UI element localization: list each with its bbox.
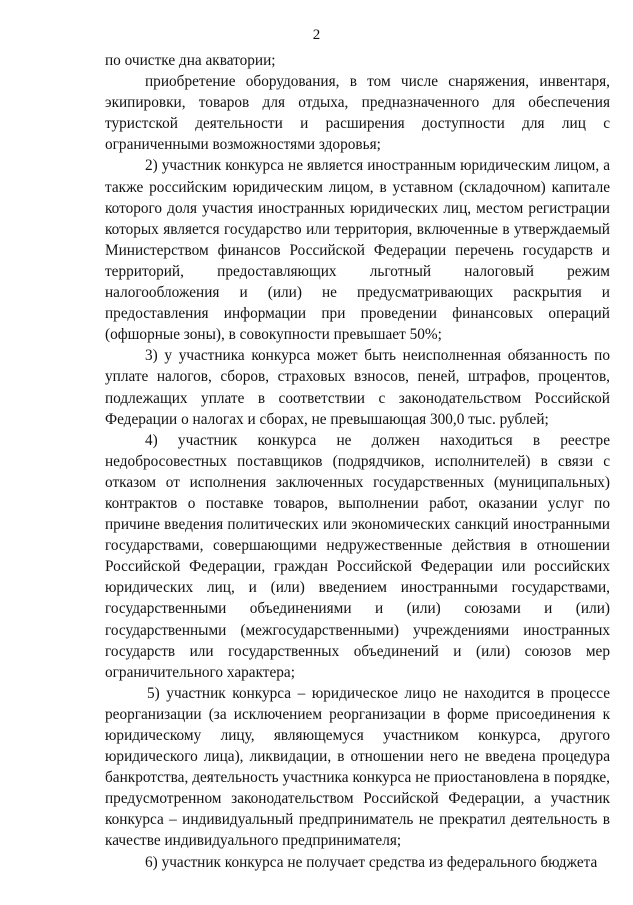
paragraph-item-6: 6) участник конкурса не получает средства из федерального бюджета (145, 853, 598, 871)
paragraph-item-5: 5) участник конкурса – юридическое лицо не находится в процессе реорганизации (за исключением реорганизации в форме присоединения к юридическому лицу, являющемуся участником конкурса, другого юридического лица), ликвидации, в отношении него не введена процедура банкротства, деятельность участника конкурса не приостановлена в порядке, предусмотренном законодательством Российской Федерации, а участник конкурса – индивидуальный предприниматель не прекратил деятельность в качестве индивидуального предпринимателя; (105, 684, 610, 850)
document-body (105, 50, 610, 873)
paragraph-item-3: 3) у участника конкурса может быть неисполненная обязанность по уплате налогов, сборов, страховых взносов, пеней, штрафов, процентов, подлежащих уплате в соответствии с законодательством Российской Федерации о налогах и сборах, не превышающая 300,0 тыс. рублей; (105, 347, 610, 428)
paragraph-continuation: по очистке дна акватории; (105, 52, 276, 69)
page-number: 2 (312, 27, 321, 43)
paragraph-equipment: приобретение оборудования, в том числе снаряжения, инвентаря, экипировки, товаров для отдыха, предназначенного для обеспечения туристской деятельности и расширения доступности для лиц с ограниченными возможностями здоровья; (105, 73, 610, 154)
paragraph-item-4: 4) участник конкурса не должен находиться в реестре недобросовестных поставщиков (подрядчиков, исполнителей) в связи с отказом от исполнения заключенных государственных (муниципальных) контрактов о поставке товаров, выполнении работ, оказании услуг по причине введения политических или экономических санкций иностранными государствами, совершающими недружественные действия в отношении Российской Федерации, граждан Российской Федерации или российских юридических лиц, и (или) введением иностранными государствами, государственными объединениями и (или) союзами и (или) государственными (межгосударственными) учреждениями иностранных государств или государственных объединений и (или) союзов мер ограничительного характера; (105, 431, 610, 681)
paragraph-item-2: 2) участник конкурса не является иностранным юридическим лицом, а также российским юридическим лицом, в уставном (складочном) капитале которого доля участия иностранных юридических лиц, местом регистрации которых является государство или территория, включенные в утверждаемый Министерством финансов Российской Федерации перечень государств и территорий, предоставляющих льготный налоговый режим налогообложения и (или) не предусматривающих раскрытия и предоставления информации при проведении финансовых операций (офшорные зоны), в совокупности превышает 50%; (105, 157, 610, 344)
